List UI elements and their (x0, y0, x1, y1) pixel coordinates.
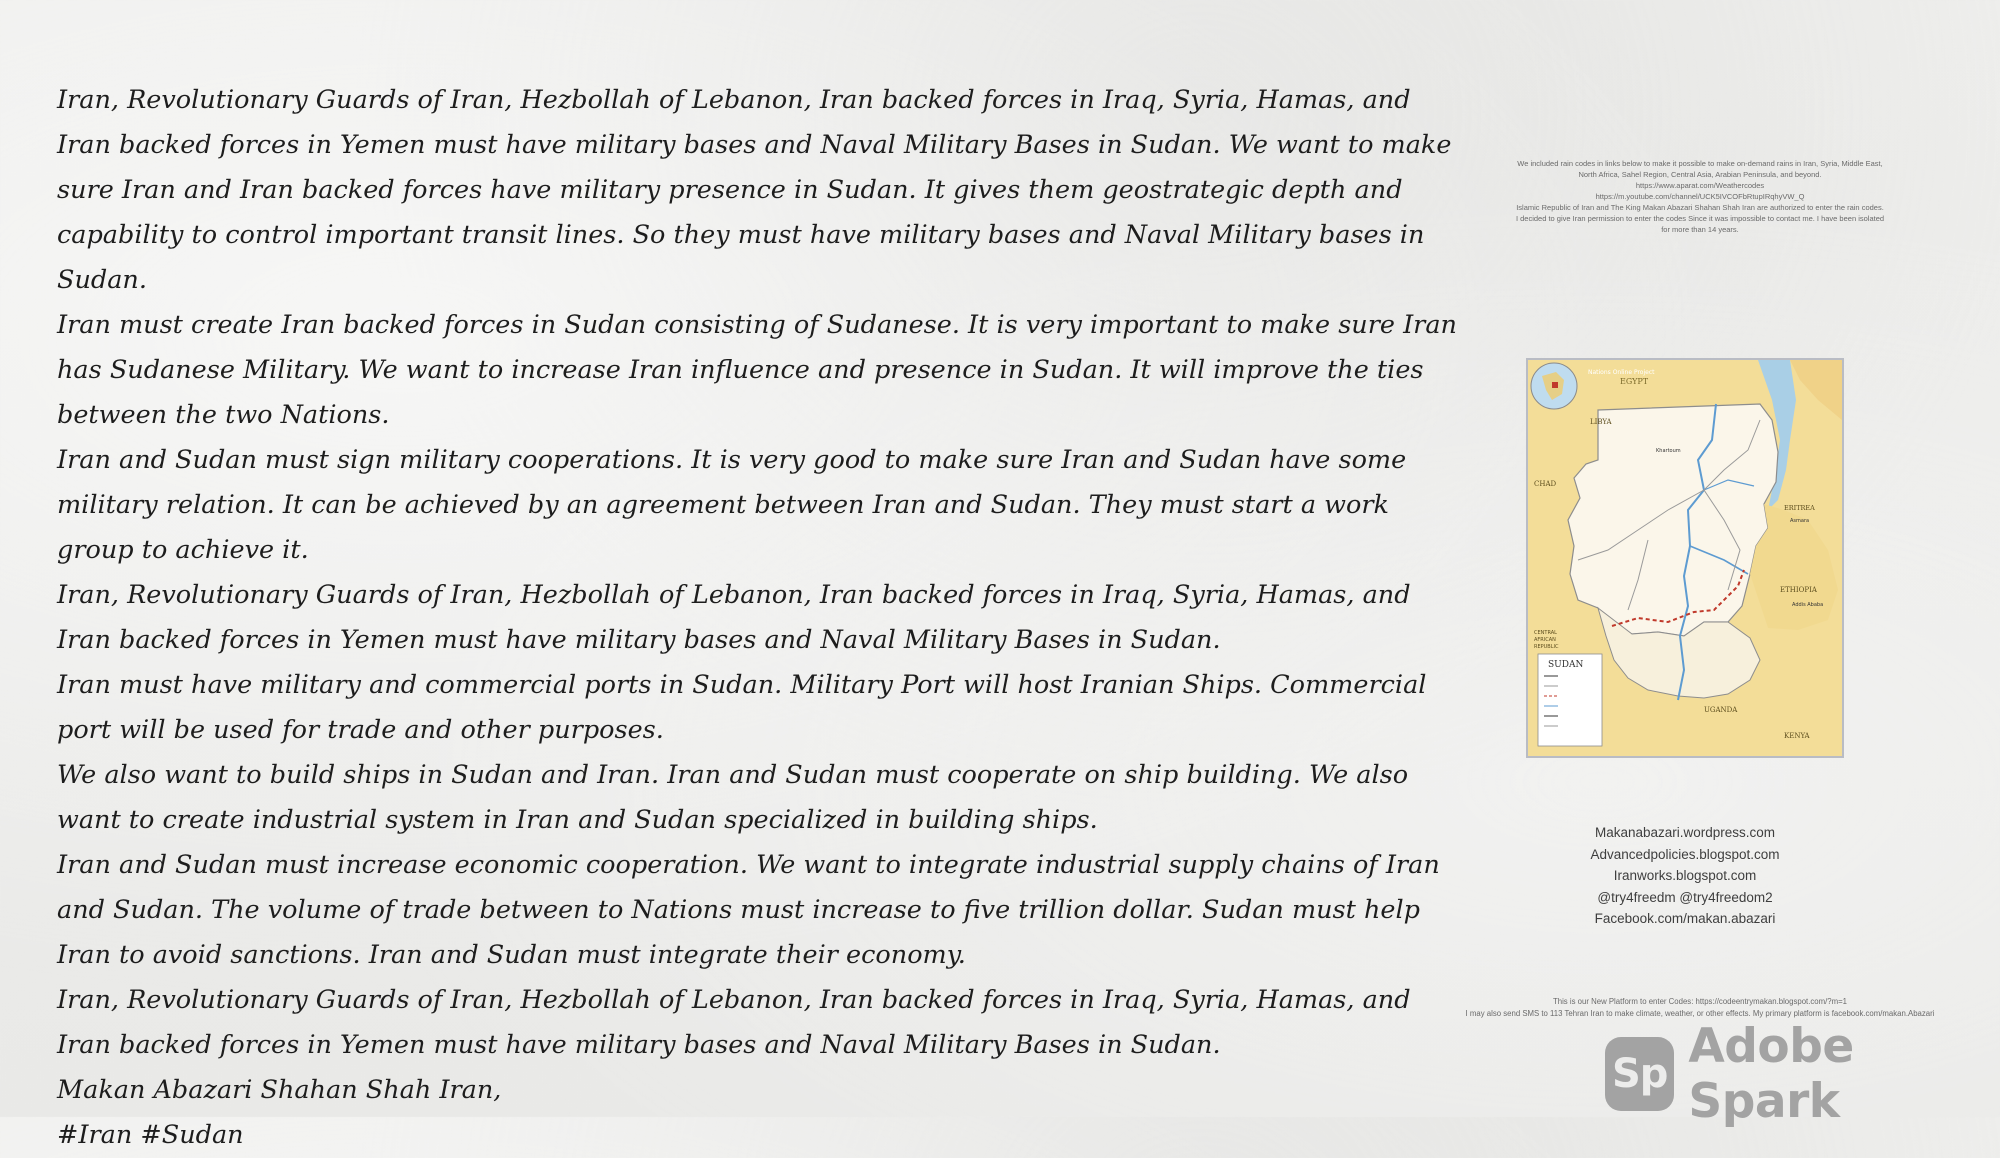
adobe-spark-logo-icon: Sp (1605, 1037, 1674, 1111)
note-line: I may also send SMS to 113 Tehran Iran to make climate, weather, or other effects. My primary platform is facebook.com/makan.Abazari (1465, 1009, 1935, 1018)
svg-text:LIBYA: LIBYA (1590, 418, 1612, 426)
svg-text:KENYA: KENYA (1784, 732, 1810, 740)
svg-text:ERITREA: ERITREA (1784, 504, 1815, 512)
signature-line: Makan Abazari Shahan Shah Iran, (57, 1075, 502, 1105)
link-advancedpolicies[interactable]: Advancedpolicies.blogspot.com (1590, 846, 1780, 862)
svg-text:Asmara: Asmara (1790, 518, 1810, 524)
link-facebook[interactable]: Facebook.com/makan.abazari (1594, 911, 1776, 927)
svg-text:AFRICAN: AFRICAN (1534, 637, 1556, 643)
paragraph: Iran, Revolutionary Guards of Iran, Hezbollah of Lebanon, Iran backed forces in Iraq, Syria, Hamas, and Iran backed forces in Yemen must have military bases and Naval Military Bases in Sudan. (57, 985, 1411, 1060)
brand-name: Adobe Spark (1688, 1019, 1854, 1129)
twitter-handles[interactable]: @try4freedm @try4freedom2 (1597, 889, 1773, 905)
sidebar-column (1430, 0, 1950, 1117)
sudan-map-image (1526, 358, 1844, 758)
paragraph: We also want to build ships in Sudan and Iran. Iran and Sudan must cooperate on ship building. We also want to create industrial system in Iran and Sudan specialized in building ships. (57, 760, 1409, 835)
paragraph: Iran must have military and commercial ports in Sudan. Military Port will host Iranian Ships. Commercial port will be used for trade and other purposes. (57, 670, 1427, 745)
svg-text:ETHIOPIA: ETHIOPIA (1780, 586, 1817, 594)
link-iranworks[interactable]: Iranworks.blogspot.com (1613, 868, 1757, 884)
paragraph: Iran must create Iran backed forces in Sudan consisting of Sudanese. It is very important to make sure Iran has Sudanese Military. We want to increase Iran influence and presence in Sudan. It will improve the ties between the two Nations. (57, 310, 1457, 430)
note-line: Islamic Republic of Iran and The King Makan Abazari Shahan Shah Iran are authorized to enter the rain codes. (1516, 203, 1884, 212)
svg-text:UGANDA: UGANDA (1704, 706, 1738, 714)
links-list (1550, 822, 1820, 930)
svg-text:Khartoum: Khartoum (1656, 448, 1681, 454)
note-line[interactable]: https://m.youtube.com/channel/UCK5IVCOFbRtupIRqhyVW_Q (1595, 192, 1805, 201)
code-platform-note (1430, 996, 1970, 1020)
svg-text:SUDAN: SUDAN (1548, 660, 1584, 670)
note-line: We included rain codes in links below to make it possible to make on-demand rains in Iran, Syria, Middle East, (1517, 159, 1883, 168)
svg-text:Addis Ababa: Addis Ababa (1792, 602, 1824, 608)
rain-codes-note (1510, 158, 1890, 235)
note-line: for more than 14 years. (1661, 225, 1739, 234)
hashtags: #Iran #Sudan (57, 1120, 244, 1150)
svg-text:REPUBLIC: REPUBLIC (1534, 644, 1559, 650)
paragraph: Iran, Revolutionary Guards of Iran, Hezbollah of Lebanon, Iran backed forces in Iraq, Syria, Hamas, and Iran backed forces in Yemen must have military bases and Naval Military Bases in Sudan. (57, 580, 1411, 655)
main-document-text (57, 78, 1457, 1158)
adobe-spark-watermark (1605, 1019, 2000, 1129)
paragraph: Iran and Sudan must sign military cooperations. It is very good to make sure Iran and Sudan have some military relation. It can be achieved by an agreement between Iran and Sudan. They must start a work group to achieve it. (57, 445, 1407, 565)
svg-text:EGYPT: EGYPT (1620, 377, 1649, 386)
svg-text:Nations Online Project: Nations Online Project (1588, 369, 1655, 376)
note-line[interactable]: This is our New Platform to enter Codes: https://codeentrymakan.blogspot.com/?m=1 (1552, 997, 1848, 1006)
note-line[interactable]: https://www.aparat.com/Weathercodes (1635, 181, 1765, 190)
paragraph: Iran, Revolutionary Guards of Iran, Hezbollah of Lebanon, Iran backed forces in Iraq, Syria, Hamas, and Iran backed forces in Yemen must have military bases and Naval Military Bases in Sudan. We want to make sure Iran and Iran backed forces have military presence in Sudan. It gives them geostrategic depth and capability to control important transit lines. So they must have military bases and Naval Military bases in Sudan. (57, 85, 1452, 295)
note-line: I decided to give Iran permission to enter the codes Since it was impossible to contact me. I have been isolated (1515, 214, 1885, 223)
link-wordpress[interactable]: Makanabazari.wordpress.com (1594, 825, 1776, 840)
note-line: North Africa, Sahel Region, Central Asia, Arabian Peninsula, and beyond. (1578, 170, 1822, 179)
paragraph: Iran and Sudan must increase economic cooperation. We want to integrate industrial supply chains of Iran and Sudan. The volume of trade between to Nations must increase to five trillion dollar. Sudan must help Iran to avoid sanctions. Iran and Sudan must integrate their economy. (57, 850, 1440, 970)
svg-text:CHAD: CHAD (1534, 480, 1557, 488)
svg-text:CENTRAL: CENTRAL (1534, 630, 1557, 636)
